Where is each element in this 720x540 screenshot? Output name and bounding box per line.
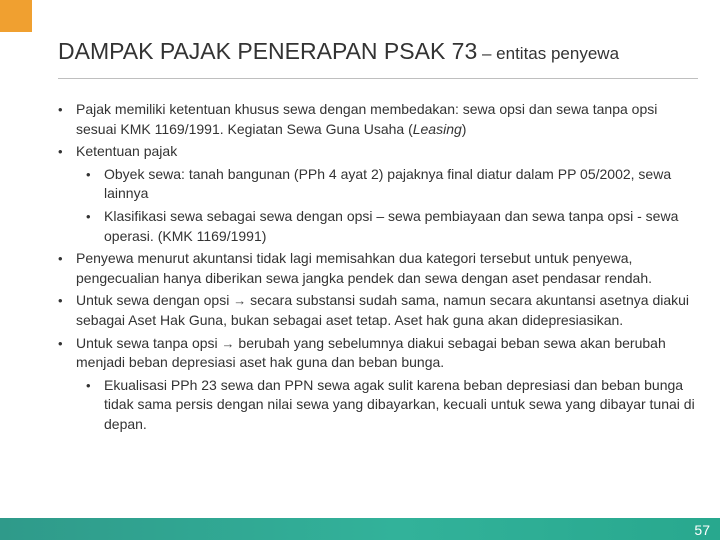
sub-bullet-item-2a — [58, 165, 698, 204]
bullet-4-text: Untuk sewa dengan opsi — [76, 292, 234, 309]
title-divider — [58, 78, 698, 79]
bullet-icon: • — [86, 166, 91, 182]
sub-bullet-item-2b — [58, 207, 698, 246]
bullet-item-4 — [58, 291, 698, 330]
bullet-icon: • — [58, 293, 63, 309]
arrow-right-icon: → — [221, 335, 235, 351]
bullet-item-1 — [58, 100, 698, 139]
bullet-item-3 — [58, 249, 698, 288]
bullet-3-text: Penyewa menurut akuntansi tidak lagi memisahkan dua kategori tersebut untuk penyewa, pengecualian hanya diberikan sewa jangka pendek dan sewa dengan aset pendasar rendah. — [76, 250, 652, 286]
bullet-1-text: Pajak memiliki ketentuan khusus sewa dengan membedakan: sewa opsi dan sewa tanpa opsi sesuai KMK 1169/1991. Kegiatan Sewa Guna Usaha ( — [76, 101, 658, 137]
bullet-icon: • — [58, 335, 63, 351]
footer-bar — [0, 518, 720, 540]
title-subtitle: – entitas penyewa — [477, 44, 620, 63]
bullet-icon: • — [86, 377, 91, 393]
slide-title — [58, 38, 698, 65]
bullet-5-rest: berubah yang sebelumnya diakui sebagai beban sewa akan berubah menjadi beban depresiasi aset hak guna dan beban bunga. — [76, 334, 666, 371]
bullet-item-2 — [58, 142, 698, 162]
bullet-icon: • — [58, 144, 63, 160]
bullet-list — [58, 100, 698, 438]
sub-bullet-2a-text: Obyek sewa: tanah bangunan (PPh 4 ayat 2) pajaknya final diatur dalam PP 05/2002, sewa lainnya — [104, 165, 672, 202]
bullet-5-text: Untuk sewa tanpa opsi — [76, 334, 222, 351]
sub-bullet-5a-text: Ekualisasi PPh 23 sewa dan PPN sewa agak sulit karena beban depresiasi dan beban bunga tidak sama persis dengan nilai sewa yang dibayarkan, kecuali untuk sewa yang dibayar tunai di depan. — [104, 376, 695, 432]
bullet-4-rest: secara substansi sudah sama, namun secara akuntansi asetnya diakui sebagai Aset Hak Guna, bukan sebagai aset tetap. Aset hak guna akan didepresiasikan. — [76, 292, 690, 328]
bullet-icon: • — [58, 102, 63, 117]
bullet-1-italic: Leasing — [412, 120, 462, 137]
arrow-right-icon: → — [233, 293, 247, 309]
sub-bullet-2b-text: Klasifikasi sewa sebagai sewa dengan opsi – sewa pembiayaan dan sewa tanpa opsi - sewa operasi. (KMK 1169/1991) — [104, 207, 679, 244]
bullet-icon: • — [86, 208, 91, 224]
bullet-icon: • — [58, 251, 63, 267]
bullet-2-text: Ketentuan pajak — [76, 143, 178, 160]
page-number: 57 — [694, 522, 710, 538]
sub-bullet-item-5a — [58, 376, 698, 435]
bullet-item-5 — [58, 334, 698, 373]
accent-square — [0, 0, 32, 32]
bullet-1-close: ) — [461, 120, 467, 137]
title-main: DAMPAK PAJAK PENERAPAN PSAK 73 — [58, 38, 478, 64]
